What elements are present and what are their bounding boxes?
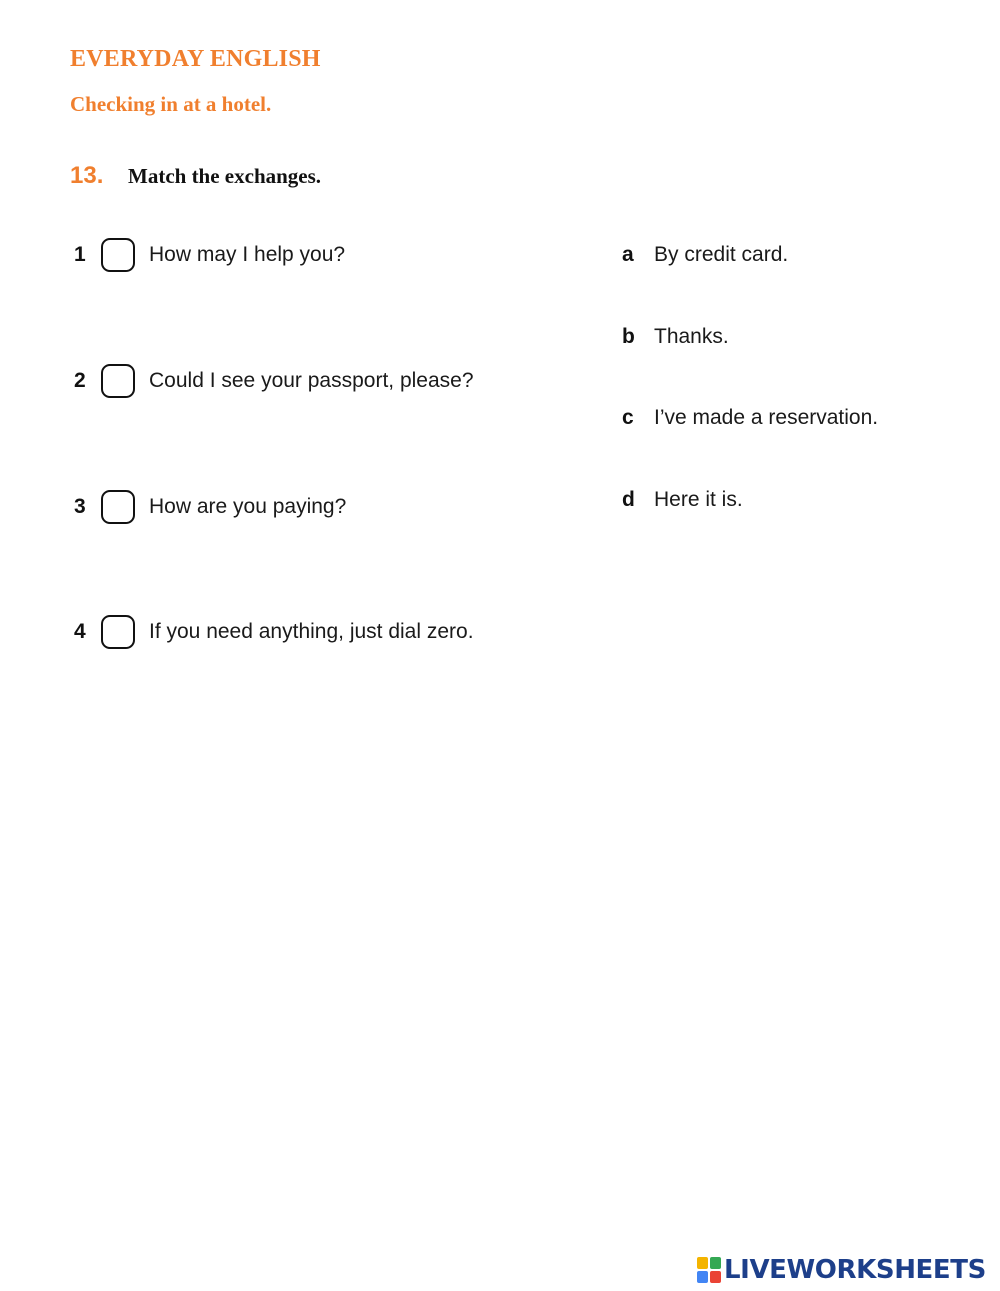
- answer-option: [622, 403, 878, 433]
- answer-text: Thanks.: [654, 325, 729, 348]
- question-text: Could I see your passport, please?: [149, 369, 474, 392]
- question-item: [74, 361, 474, 401]
- answer-input-box[interactable]: [101, 615, 135, 649]
- answer-input-box[interactable]: [101, 364, 135, 398]
- question-number: 3: [74, 495, 86, 518]
- answer-letter: b: [622, 325, 635, 348]
- exercise-heading: [70, 162, 321, 190]
- answer-letter: d: [622, 488, 635, 511]
- answer-option: [622, 322, 729, 352]
- logo-square: [710, 1271, 721, 1283]
- answer-text: Here it is.: [654, 488, 743, 511]
- answer-option: [622, 240, 788, 270]
- liveworksheets-logo: [697, 1252, 986, 1288]
- question-item: [74, 612, 474, 652]
- exercise-number: 13.: [70, 162, 104, 189]
- logo-square: [710, 1257, 721, 1269]
- answer-input-box[interactable]: [101, 490, 135, 524]
- question-item: [74, 487, 346, 527]
- logo-text: LIVEWORKSHEETS: [724, 1255, 986, 1285]
- answer-letter: a: [622, 243, 634, 266]
- exercise-instruction: Match the exchanges.: [128, 164, 322, 188]
- question-number: 2: [74, 369, 86, 392]
- logo-square: [697, 1257, 708, 1269]
- logo-square: [697, 1271, 708, 1283]
- question-text: If you need anything, just dial zero.: [149, 620, 474, 643]
- page-subtitle: Checking in at a hotel.: [70, 92, 272, 116]
- answer-text: By credit card.: [654, 243, 789, 266]
- answer-input-box[interactable]: [101, 238, 135, 272]
- answer-letter: c: [622, 406, 634, 429]
- question-number: 4: [74, 620, 86, 643]
- answer-option: [622, 485, 743, 515]
- liveworksheets-logo-icon: [697, 1257, 721, 1283]
- page-title: EVERYDAY ENGLISH: [70, 46, 321, 72]
- answer-text: I’ve made a reservation.: [654, 406, 879, 429]
- question-text: How may I help you?: [149, 243, 346, 266]
- question-item: [74, 235, 345, 275]
- question-text: How are you paying?: [149, 495, 347, 518]
- question-number: 1: [74, 243, 86, 266]
